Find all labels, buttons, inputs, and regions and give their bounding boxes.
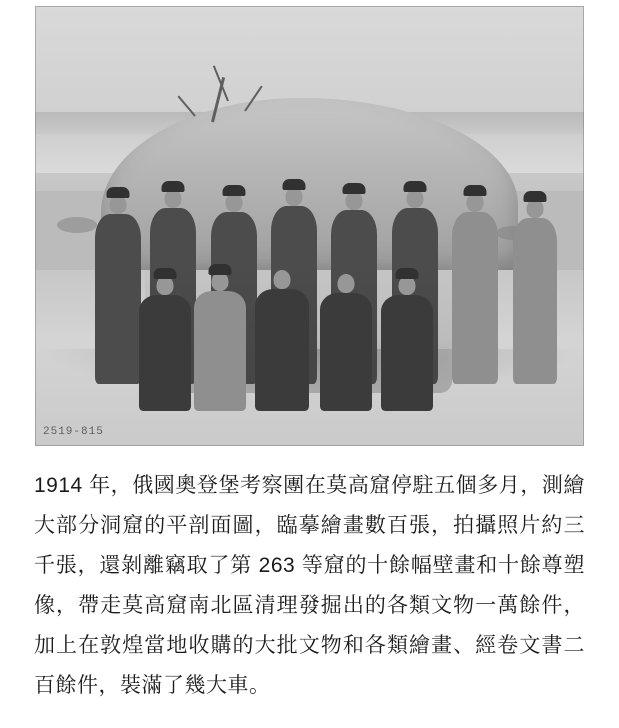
historical-group-photograph <box>35 6 584 446</box>
photo-figure-seated <box>320 293 372 411</box>
photo-figure-cap <box>283 179 306 190</box>
photo-figure-seated <box>255 289 309 411</box>
photo-figure-head <box>273 270 290 289</box>
photo-figure <box>95 214 141 384</box>
photo-figure-cap <box>523 191 546 202</box>
photo-figure-head <box>338 274 355 293</box>
photo-figure-cap <box>222 185 245 196</box>
photo-figure <box>452 212 498 384</box>
photo-figure-seated <box>139 295 191 411</box>
photo-figure-seated <box>381 295 433 411</box>
photo-figure-cap <box>209 264 232 275</box>
photo-figure-cap <box>154 268 177 279</box>
photo-figure-cap <box>395 268 418 279</box>
photo-figure-cap <box>343 183 366 194</box>
photo-figure-cap <box>162 181 185 192</box>
photo-figure-cap <box>464 185 487 196</box>
photo-figure-cap <box>403 181 426 192</box>
photo-figure-cap <box>107 187 130 198</box>
photo-figure-seated <box>194 291 246 411</box>
photo-figure <box>513 218 557 384</box>
photo-negative-mark: 2519-815 <box>43 426 104 438</box>
article-body-text: 1914 年，俄國奧登堡考察團在莫高窟停駐五個多月，測繪大部分洞窟的平剖面圖，臨摹繪畫數百張，拍攝照片約三千張，還剝離竊取了第 263 等窟的十餘幅壁畫和十餘尊塑像，帶走莫高窟南北區清理發掘出的各類文物一萬餘件，加上在敦煌當地收購的大批文物和各類繪畫、經卷文書二百餘件，裝滿了幾大車。 <box>34 474 585 697</box>
photo-shrub <box>57 217 97 233</box>
